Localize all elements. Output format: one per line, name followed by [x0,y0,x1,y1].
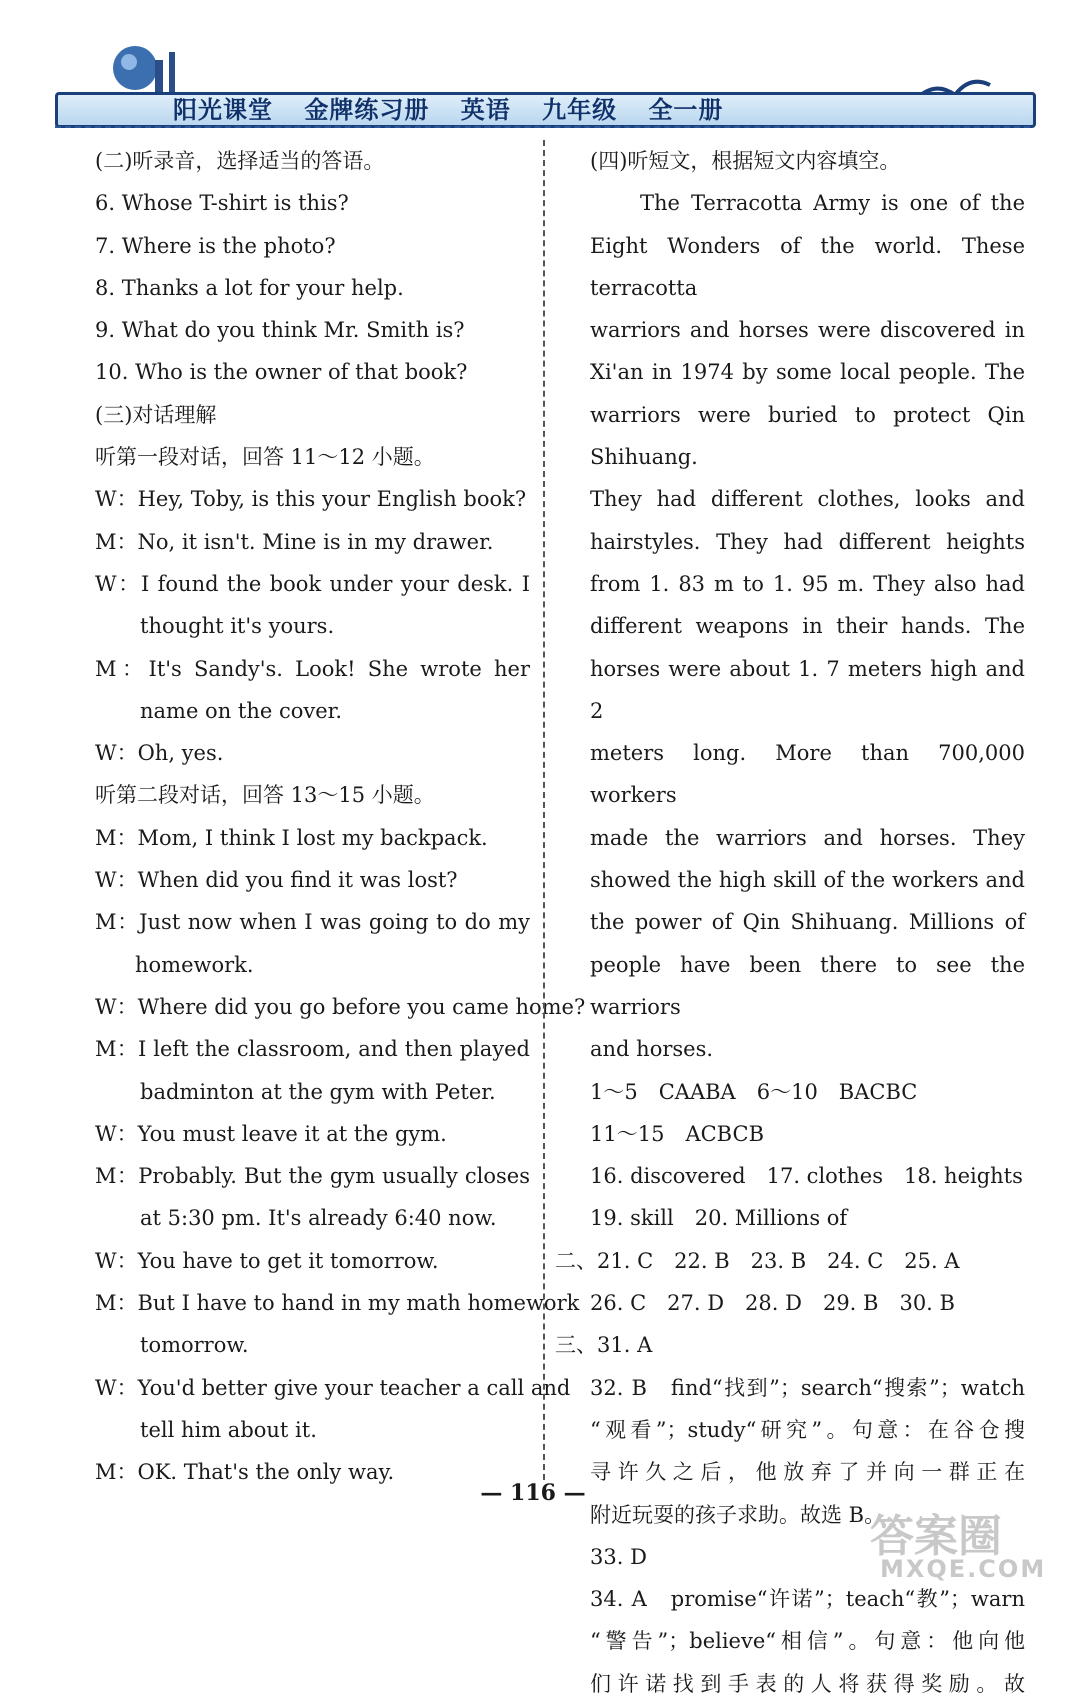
grade: 九年级 [542,96,618,124]
right-column-line: made the warriors and horses. They [590,825,1025,850]
right-column-line: different weapons in their hands. The [590,614,1025,639]
left-column-line: W：Hey, Toby, is this your English book? [95,487,527,512]
left-column-line: W：You must leave it at the gym. [95,1121,447,1146]
right-column-line: Xi'an in 1974 by some local people. The [590,360,1025,385]
right-column-line: hairstyles. They had different heights [590,529,1025,554]
left-column-line: W：Oh, yes. [95,741,224,766]
left-column-line: M：I left the classroom, and then played [95,1037,530,1062]
globe-icon [95,30,185,100]
left-column-line: M：Just now when I was going to do my [95,910,530,935]
left-column-line: homework. [135,952,254,977]
right-column-line: horses were about 1. 7 meters high and 2 [590,656,1025,723]
right-column-line: “观看”；study“研究”。句意：在谷仓搜 [590,1417,1025,1442]
right-column-line: from 1. 83 m to 1. 95 m. They also had [590,571,1025,596]
left-column-line: W：You have to get it tomorrow. [95,1248,439,1273]
left-column-line: 7. Where is the photo? [95,233,336,258]
right-column-line: 附近玩耍的孩子求助。故选 B。 [590,1502,886,1527]
book-title: 阳光课堂 [173,96,273,124]
left-column-line: (二)听录音，选择适当的答语。 [95,149,385,173]
right-column-line: 二、21. C 22. B 23. B 24. C 25. A [555,1248,960,1273]
watermark-logo: 答案圈 [870,1511,1002,1562]
right-column-line: 1～5 CAABA 6～10 BACBC [590,1079,918,1104]
right-column-line: warriors and horses were discovered in [590,318,1025,343]
left-column-line: M：OK. That's the only way. [95,1460,395,1485]
watermark-site: MXQE.COM [880,1555,1047,1583]
right-column-line: 26. C 27. D 28. D 29. B 30. B [590,1291,955,1316]
series-name: 金牌练习册 [304,96,430,124]
left-column-line: W：You'd better give your teacher a call and [95,1375,571,1400]
left-column-line: W：Where did you go before you came home? [95,994,586,1019]
right-column-line: and horses. [590,1037,714,1062]
left-column-line: 6. Whose T-shirt is this? [95,191,349,216]
page-number: — 116 — [480,1480,586,1506]
left-column-line: W：When did you find it was lost? [95,868,458,893]
right-column-line: They had different clothes, looks and [590,487,1025,512]
left-column-line: 听第一段对话，回答 11～12 小题。 [95,445,435,470]
left-column-line: M：Mom, I think I lost my backpack. [95,825,488,850]
column-divider [543,140,545,1480]
right-column-line: 32. B find“找到”；search“搜索”；watch [590,1375,1025,1400]
header-divider [55,126,1030,128]
right-column-line: 寻许久之后，他放弃了并向一群正在 [590,1460,1025,1485]
left-column-line: M：It's Sandy's. Look! She wrote her [95,656,530,681]
right-column-line: 19. skill 20. Millions of [590,1206,848,1231]
left-column-line: 听第二段对话，回答 13～15 小题。 [95,783,435,808]
right-column-line: 三、31. A [555,1333,653,1358]
left-column-line: (三)对话理解 [95,402,217,427]
page-header [55,30,1030,130]
right-column-line: The Terracotta Army is one of the [640,191,1025,216]
right-column [555,140,1025,1705]
right-column-line: 11～15 ACBCB [590,1121,764,1146]
left-column-line: 9. What do you think Mr. Smith is? [95,318,465,343]
left-column-line: tell him about it. [140,1417,317,1442]
left-column-line: name on the cover. [140,698,343,723]
right-column-line: 34. A promise“许诺”；teach“教”；warn [590,1587,1025,1612]
left-column-line: 10. Who is the owner of that book? [95,360,468,385]
right-column-line: warriors were buried to protect Qin Shihuang. [590,402,1025,470]
volume: 全一册 [648,96,724,124]
left-column-line: thought it's yours. [140,614,335,639]
right-column-line: (四)听短文，根据短文内容填空。 [590,149,901,173]
left-column-line: M：Probably. But the gym usually closes [95,1164,530,1189]
left-column-line: M：No, it isn't. Mine is in my drawer. [95,529,494,554]
right-column-line: Eight Wonders of the world. These terracotta [590,233,1025,300]
left-column-line: at 5:30 pm. It's already 6:40 now. [140,1206,497,1231]
left-column-line: M：But I have to hand in my math homework [95,1291,580,1316]
right-column-line: the power of Qin Shihuang. Millions of [590,910,1025,935]
right-column-line: 33. D [590,1544,647,1569]
header-title [173,90,745,125]
subject: 英语 [460,96,511,124]
right-column-line: showed the high skill of the workers and [590,868,1025,893]
right-column-line: “警告”；believe“相信”。句意：他向他 [590,1629,1025,1654]
right-column-line: people have been there to see the warriors [590,952,1025,1019]
left-column-line: badminton at the gym with Peter. [140,1079,496,1104]
right-column-line: 16. discovered 17. clothes 18. heights [590,1164,1023,1189]
left-column-line: tomorrow. [140,1333,249,1358]
left-column-line: 8. Thanks a lot for your help. [95,275,404,300]
right-column-line: 们许诺找到手表的人将获得奖励。故 [590,1671,1025,1696]
right-column-line: meters long. More than 700,000 workers [590,741,1025,808]
left-column-line: W：I found the book under your desk. I [95,571,530,596]
